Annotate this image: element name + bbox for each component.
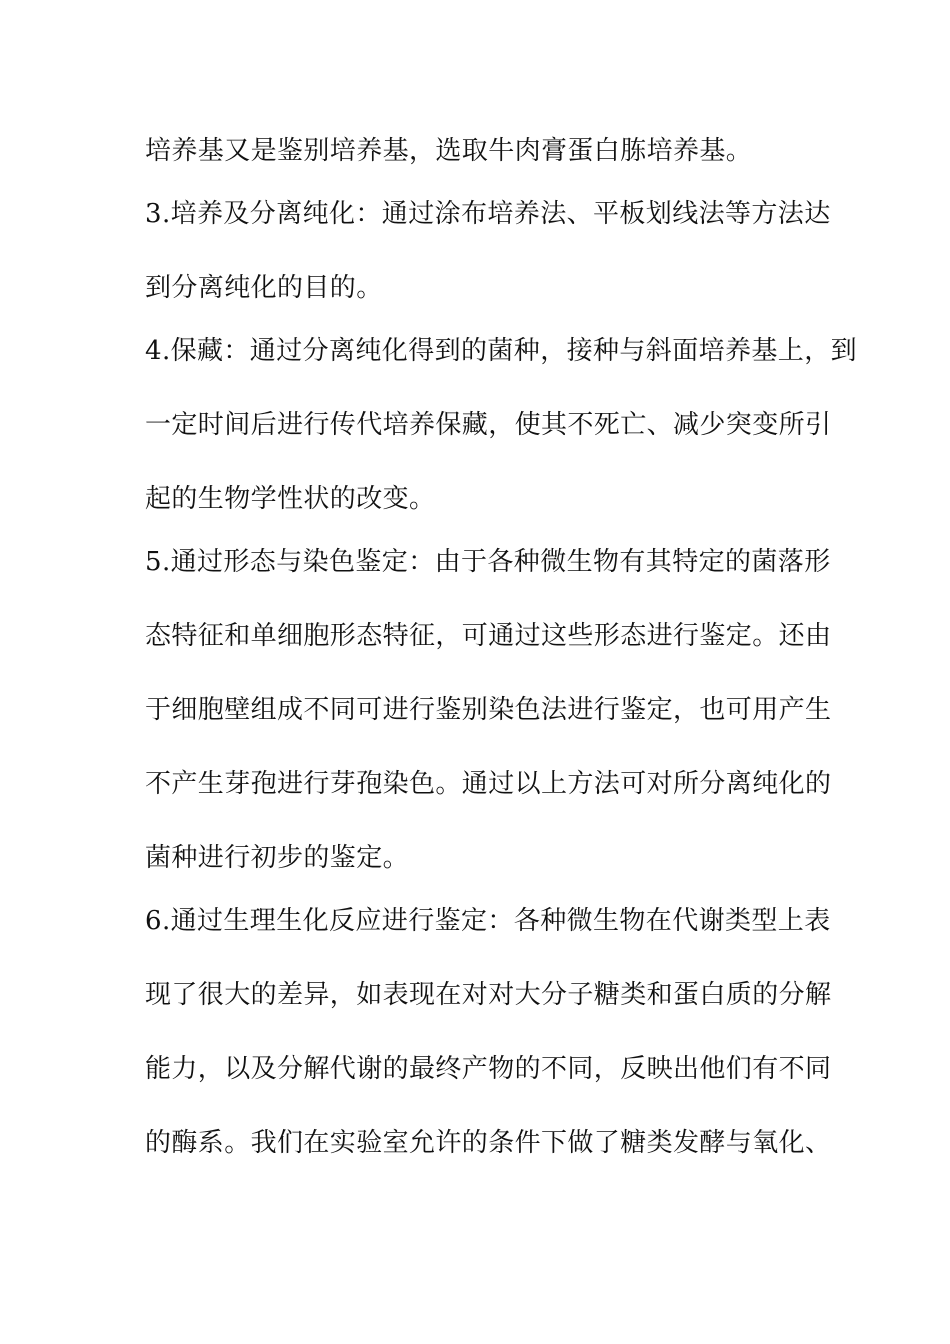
text-line: 态特征和单细胞形态特征，可通过这些形态进行鉴定。还由 <box>145 621 832 651</box>
text-line: 起的生物学性状的改变。 <box>145 484 436 514</box>
text-line: 5.通过形态与染色鉴定：由于各种微生物有其特定的菌落形 <box>145 547 831 577</box>
text-line: 6.通过生理生化反应进行鉴定：各种微生物在代谢类型上表 <box>145 906 831 936</box>
text-line: 4.保藏：通过分离纯化得到的菌种，接种与斜面培养基上，到 <box>145 336 858 366</box>
text-line: 一定时间后进行传代培养保藏，使其不死亡、减少突变所引 <box>145 410 832 440</box>
text-line: 现了很大的差异，如表现在对对大分子糖类和蛋白质的分解 <box>145 980 832 1010</box>
text-line: 3.培养及分离纯化：通过涂布培养法、平板划线法等方法达 <box>145 199 831 229</box>
text-line: 于细胞壁组成不同可进行鉴别染色法进行鉴定，也可用产生 <box>145 695 832 725</box>
text-line: 能力，以及分解代谢的最终产物的不同，反映出他们有不同 <box>145 1054 832 1084</box>
text-line: 的酶系。我们在实验室允许的条件下做了糖类发酵与氧化、 <box>145 1128 832 1158</box>
text-line: 培养基又是鉴别培养基，选取牛肉膏蛋白胨培养基。 <box>145 136 753 166</box>
text-line: 不产生芽孢进行芽孢染色。通过以上方法可对所分离纯化的 <box>145 769 832 799</box>
text-line: 菌种进行初步的鉴定。 <box>145 843 410 873</box>
text-line: 到分离纯化的目的。 <box>145 273 383 303</box>
